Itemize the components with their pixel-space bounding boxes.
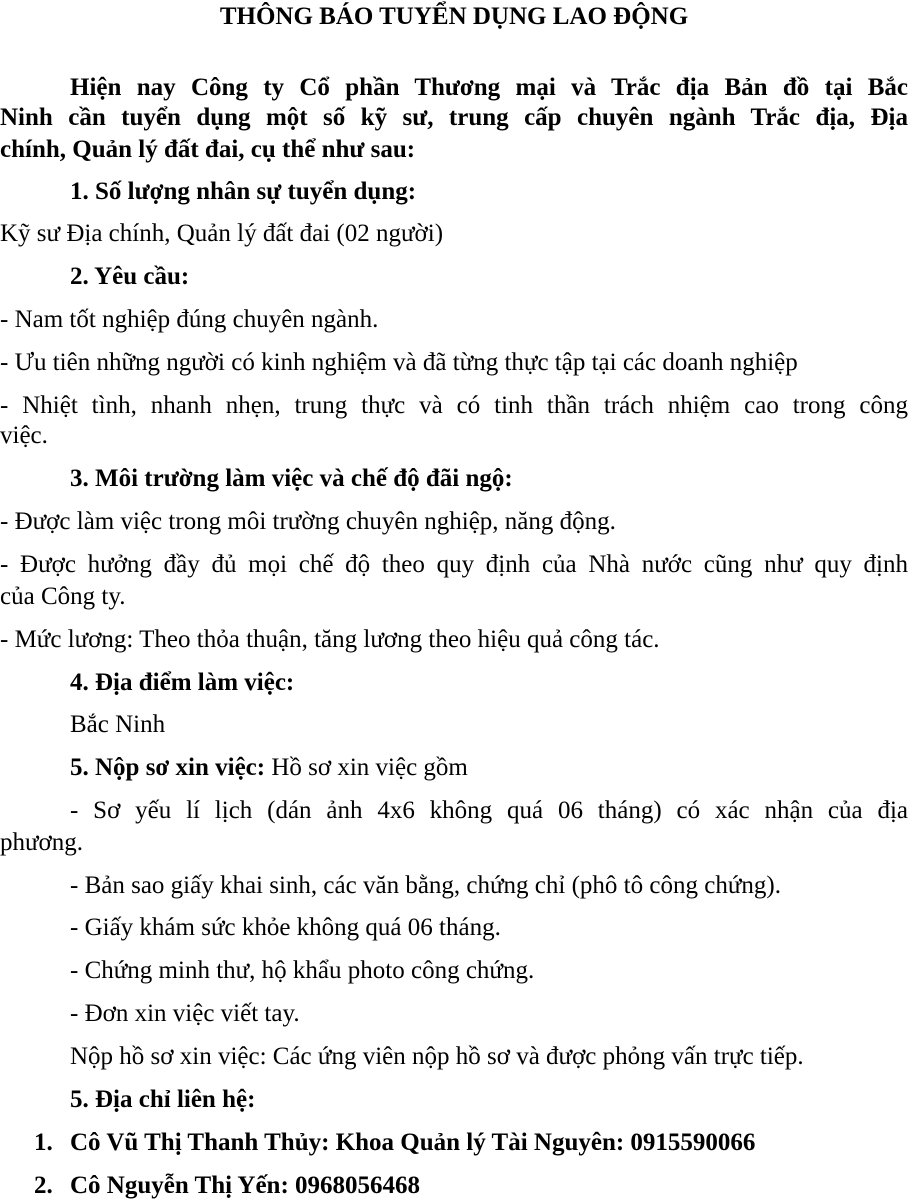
requirement-item-2: - Ưu tiên những người có kinh nghiệm và đã từng thực tập tại các doanh nghiệp — [0, 349, 798, 376]
contact-item-number: 1. — [34, 1129, 53, 1156]
section-heading-quantity: 1. Số lượng nhân sự tuyển dụng: — [70, 178, 417, 205]
section-heading-requirements: 2. Yêu cầu: — [70, 263, 190, 290]
environment-item-2-line-1: - Được hưởng đầy đủ mọi chế độ theo quy định của Nhà nước cũng như quy định — [0, 551, 908, 578]
contact-item — [34, 1128, 908, 1158]
contact-item-number: 2. — [34, 1172, 53, 1199]
application-item-3: - Giấy khám sức khỏe không quá 06 tháng. — [70, 914, 501, 941]
section-heading-application — [70, 753, 908, 783]
section-body-quantity: Kỹ sư Địa chính, Quản lý đất đai (02 người) — [0, 220, 444, 247]
application-item-2: - Bản sao giấy khai sinh, các văn bằng, chứng chỉ (phô tô công chứng). — [70, 872, 781, 899]
intro-line-1: Hiện nay Công ty Cổ phần Thương mại và Trắc địa Bản đồ tại Bắc — [70, 74, 908, 101]
section-heading-contact: 5. Địa chỉ liên hệ: — [70, 1086, 256, 1113]
intro-line-3: chính, Quản lý đất đai, cụ thể như sau: — [0, 136, 416, 163]
section-heading-environment: 3. Môi trường làm việc và chế độ đãi ngộ: — [70, 465, 513, 492]
contact-item-text: Cô Vũ Thị Thanh Thủy: Khoa Quản lý Tài Nguyên: 0915590066 — [70, 1129, 756, 1156]
application-item-5: - Đơn xin việc viết tay. — [70, 1000, 300, 1027]
application-item-4: - Chứng minh thư, hộ khẩu photo công chứng. — [70, 957, 535, 984]
environment-item-1: - Được làm việc trong môi trường chuyên nghiệp, năng động. — [0, 508, 616, 535]
requirement-item-1: - Nam tốt nghiệp đúng chuyên ngành. — [0, 306, 379, 333]
contact-item-text: Cô Nguyễn Thị Yến: 0968056468 — [70, 1172, 421, 1199]
application-note: Nộp hồ sơ xin việc: Các ứng viên nộp hồ sơ và được phỏng vấn trực tiếp. — [70, 1043, 804, 1070]
environment-item-2-line-2: của Công ty. — [0, 583, 126, 610]
application-item-1-line-1: - Sơ yếu lí lịch (dán ảnh 4x6 không quá 06 tháng) có xác nhận của địa — [70, 797, 908, 824]
section-heading-location: 4. Địa điểm làm việc: — [70, 669, 295, 696]
contact-item — [34, 1171, 908, 1201]
document-title: THÔNG BÁO TUYỂN DỤNG LAO ĐỘNG — [219, 3, 689, 30]
requirement-item-3-line-1: - Nhiệt tình, nhanh nhẹn, trung thực và có tinh thần trách nhiệm cao trong công — [0, 392, 908, 419]
section-body-location: Bắc Ninh — [70, 711, 166, 738]
requirement-item-3-line-2: việc. — [0, 422, 48, 449]
application-item-1-line-2: phương. — [0, 829, 84, 856]
application-heading-rest: Hồ sơ xin việc gồm — [265, 754, 468, 781]
intro-line-2: Ninh cần tuyển dụng một số kỹ sư, trung cấp chuyên ngành Trắc địa, Địa — [0, 104, 908, 131]
application-heading-bold: 5. Nộp sơ xin việc: — [70, 754, 266, 781]
environment-item-3: - Mức lương: Theo thỏa thuận, tăng lương theo hiệu quả công tác. — [0, 626, 660, 653]
